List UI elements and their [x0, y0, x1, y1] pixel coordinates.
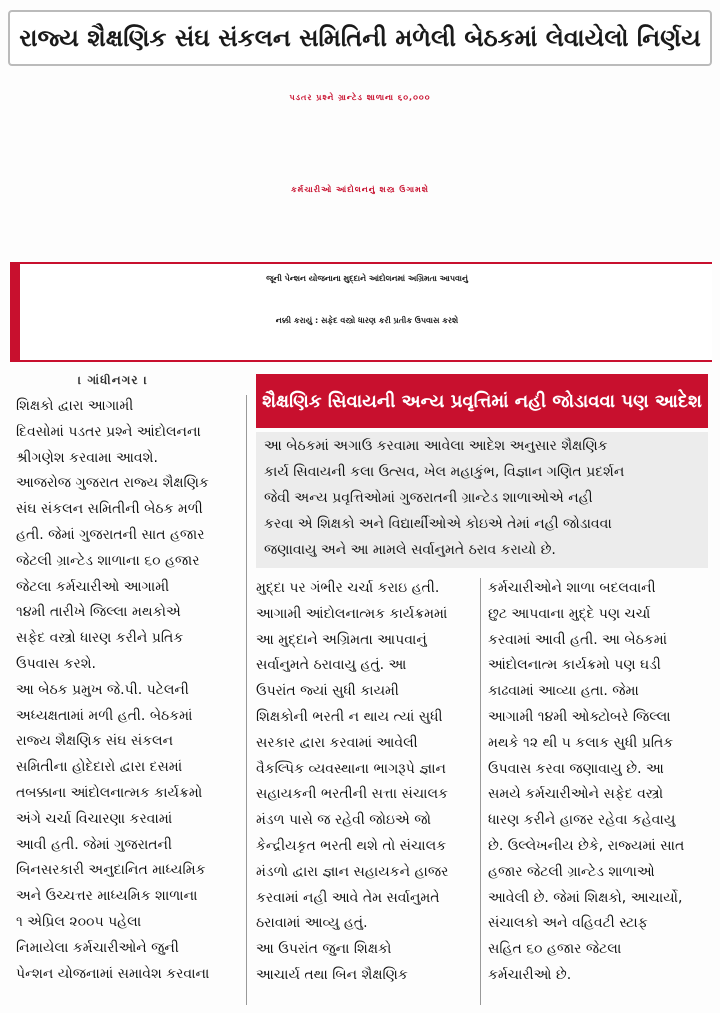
article-line: સમિતીના હોદેદારો દ્વારા દસમાં [16, 759, 183, 776]
article-line: તબક્કાના આંદોલનાત્મક કાર્યક્રમો [16, 785, 203, 801]
article-line: ધારણ કરીને હાજર રહેવા કહેવાયુ [488, 812, 676, 829]
sidebar-line: જેવી અન્ય પ્રવૃત્તિઓમાં ગુજરાતની ગ્રાન્ટેડ શાળાઓએ નહી [264, 490, 593, 506]
article-line: અંગે ચર્ચા વિચારણા કરવામાં [16, 810, 173, 827]
article-line: જેટલા કર્મચારીઓ આગામી [16, 578, 170, 595]
article-line: કર્મચારીઓને શાળા બદલવાની [488, 580, 656, 596]
article-line: મંડળ પાસે જ રહેવી જોઇએ જો [256, 812, 432, 829]
article-line: મથકે ૧૨ થી ૫ કલાક સુધી પ્રતિક [488, 734, 674, 751]
article-line: કરવામાં આવી હતી. આ બેઠકમાં [488, 631, 668, 648]
article-line: કર્મચારીઓ છે. [488, 967, 572, 983]
article-line: હજાર જેટલી ગ્રાન્ટેડ શાળાઓ [488, 863, 655, 880]
article-line: અને ઉચ્ચત્તર માધ્યમિક શાળાના [16, 888, 198, 905]
subheadline-box [10, 262, 712, 362]
article-line: આ ઉપરાંત જુના શિક્ષકો [256, 941, 392, 958]
sidebar-line: કાર્ય સિવાયની કલા ઉત્સવ, ખેલ મહાકુંભ, વિજ્ઞાન ગણિત પ્રદર્શન [264, 464, 625, 480]
article-line: આવેલી છે. જેમાં શિક્ષકો, આચાર્યો, [488, 889, 683, 906]
column-rule [480, 578, 481, 1005]
article-line: વૈકલ્પિક વ્યવસ્થાના ભાગરૂપે જ્ઞાન [256, 760, 446, 777]
subheadline-line-1: જૂની પેન્શન યોજનાના મુદ્દાને આંદોલનમાં અગ્રિમતા આપવાનું [266, 274, 468, 283]
dateline: । ગાંધીનગર । [78, 373, 148, 387]
article-line: સહિત ૬૦ હજાર જેટલા [488, 941, 622, 958]
sidebar-line: જણાવાયુ અને આ મામલે સર્વાનુમતે ઠરાવ કરાયો છે. [264, 542, 556, 558]
article-line: મુદ્દા પર ગંભીર ચર્ચા કરાઇ હતી. [256, 580, 440, 596]
article-line: નિમાયેલા કર્મચારીઓને જુની [16, 939, 179, 956]
article-line: સમયે કર્મચારીઓને સફેદ વસ્ત્રો [488, 786, 664, 803]
article-column-1 [16, 398, 244, 1008]
article-line: શ્રીગણેશ કરવામા આવશે. [16, 449, 158, 466]
article-line: છે. ઉલ્લેખનીય છેકે, રાજ્યમાં સાત [488, 838, 685, 854]
article-line: દિવસોમાં પડતર પ્રશ્ને આંદોલનના [16, 423, 201, 440]
article-line: આગામી આંદોલનાત્મક કાર્યક્રમમાં [256, 605, 448, 622]
article-line: જેટલી ગ્રાન્ટેડ શાળાના ૬૦ હજાર [16, 552, 200, 569]
article-line: શિક્ષકો દ્વારા આગામી [16, 398, 134, 414]
article-column-3 [488, 580, 710, 1008]
article-line: રાજ્ય શૈક્ષણિક સંઘ સંકલન [16, 733, 174, 750]
article-line: બિનસરકારી અનુદાનિત માધ્યમિક [16, 862, 206, 879]
article-line: છુટ આપવાના મુદ્દે પણ ચર્ચા [488, 605, 651, 622]
article-line: ૧ એપ્રિલ ૨૦૦૫ પહેલા [16, 914, 142, 930]
article-line: શિક્ષકોની ભરતી ન થાય ત્યાં સુધી [256, 709, 443, 725]
article-line: ઉપરાંત જ્યાં સુધી કાયમી [256, 683, 399, 700]
article-line: પેન્શન યોજનામાં સમાવેશ કરવાના [16, 965, 210, 982]
sidebar-title: શૈક્ષણિક સિવાયની અન્ય પ્રવૃત્તિમાં નહી જોડાવવા પણ આદેશ [262, 390, 702, 412]
sidebar-line: કરવા એ શિક્ષકો અને વિદ્યાર્થીઓએ કોઇએ તેમાં નહી જોડાવવા [264, 516, 612, 532]
subheadline-line-2: નક્કી કરાયું : સફેદ વસ્ત્રો ધારણ કરી પ્રતીક ઉપવાસ કરશે [275, 316, 459, 325]
article-line: ઉપવાસ કરવા જણાવાયુ છે. આ [488, 760, 664, 777]
article-line: સરકાર દ્વારા કરવામાં આવેલી [256, 734, 418, 751]
article-line: સંઘ સંકલન સમિતીની બેઠક મળી [16, 501, 203, 518]
article-line: કેન્દ્રીયકૃત ભરતી થશે તો સંચાલક [256, 838, 447, 854]
sidebar-line: આ બેઠકમાં અગાઉ કરવામા આવેલા આદેશ અનુસાર શૈક્ષણિક [264, 438, 608, 454]
article-line: સફેદ વસ્ત્રો ધારણ કરીને પ્રતિક [16, 630, 184, 647]
kicker-text: રાજ્ય શૈક્ષણિક સંઘ સંકલન સમિતિની મળેલી બેઠકમાં લેવાયેલો નિર્ણય [19, 24, 701, 52]
article-line: સંચાલકો અને વહિવટી સ્ટાફ [488, 915, 648, 932]
article-line: આવી હતી. જેમાં ગુજરાતની [16, 836, 172, 853]
article-line: આગામી ૧૪મી ઓક્ટોબરે જિલ્લા [488, 709, 671, 725]
article-line: ઠરાવામાં આવ્યુ હતું. [256, 915, 368, 932]
article-line: સહાયકની ભરતીની સત્તા સંચાલક [256, 786, 448, 803]
kicker-box [8, 10, 712, 66]
article-line: હતી. જેમાં ગુજરાતની સાત હજાર [16, 527, 205, 543]
headline-line-2: કર્મચારીઓ આંદોલનનું શસ્ત્ર ઉગામશે [291, 185, 429, 194]
article-line: આંદોલનાત્મ કાર્યક્રમો પણ ઘડી [488, 657, 661, 674]
article-line: અધ્યક્ષતામાં મળી હતી. બેઠકમાં [16, 707, 193, 724]
article-line: આજરોજ ગુજરાત રાજ્ય શૈક્ષણિક [16, 475, 209, 492]
subheadline-accent-bar [10, 264, 20, 360]
article-line: ૧૪મી તારીખે જિલ્લા મથકોએ [16, 604, 181, 621]
article-line: મંડળો દ્વારા જ્ઞાન સહાયકને હાજર [256, 863, 449, 880]
column-rule [246, 395, 247, 1005]
article-line: કાઢવામાં આવ્યા હતા. જેમા [488, 683, 639, 700]
article-column-2 [256, 580, 476, 1008]
article-line: કરવામાં નહી આવે તેમ સર્વાનુમતે [256, 889, 440, 906]
sidebar-box [256, 432, 708, 568]
article-line: સર્વાનુમતે ઠરાવાયુ હતું. આ [256, 657, 407, 674]
article-line: આચાર્ય તથા બિન શૈક્ષણિક [256, 967, 408, 983]
article-line: ઉપવાસ કરશે. [16, 656, 96, 672]
article-line: આ મુદ્દાને અગ્રિમતા આપવાનું [256, 631, 427, 648]
article-line: આ બેઠક પ્રમુખ જે.પી. પટેલની [16, 681, 189, 698]
headline-line-1: પડતર પ્રશ્ને ગ્રાન્ટેડ શાળાના ૬૦,૦૦૦ [289, 93, 431, 102]
sidebar-banner [256, 374, 708, 428]
